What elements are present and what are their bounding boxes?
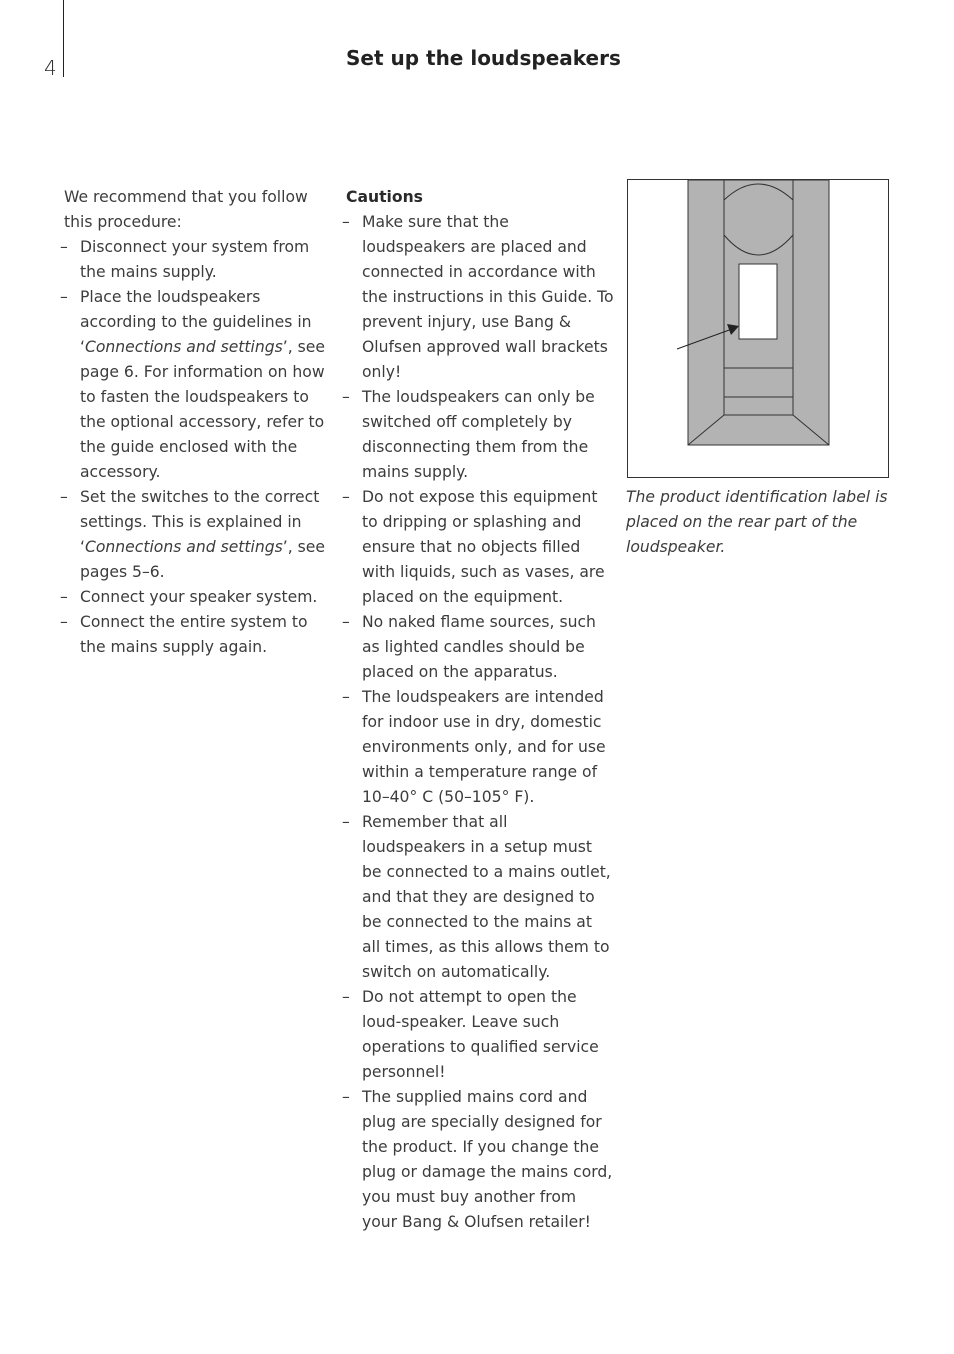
cross-reference: Connections and settings — [84, 538, 283, 556]
cautions-column — [346, 185, 614, 1235]
page-number: 4 — [44, 56, 57, 80]
caution-item: – The loudspeakers can only be switched off completely by disconnecting them from the mains supply. — [346, 385, 614, 485]
procedure-step: – Connect the entire system to the mains supply again. — [64, 610, 334, 660]
caution-item: – The loudspeakers are intended for indoor use in dry, domestic environments only, and for use within a temperature range of 10–40° C (50–105° F). — [346, 685, 614, 810]
procedure-list — [64, 235, 334, 660]
caution-item: – No naked flame sources, such as lighted candles should be placed on the apparatus. — [346, 610, 614, 685]
speaker-rear-view-svg — [628, 180, 890, 479]
figure-caption: The product identification label is placed on the rear part of the loudspeaker. — [626, 488, 888, 556]
procedure-step: – Disconnect your system from the mains supply. — [64, 235, 334, 285]
procedure-column — [64, 185, 334, 660]
procedure-intro: We recommend that you follow this procedure: — [64, 188, 308, 231]
identification-label — [739, 264, 777, 339]
procedure-step: – Connect your speaker system. — [64, 585, 334, 610]
caution-item: – Remember that all loudspeakers in a setup must be connected to a mains outlet, and that they are designed to be connected to the mains at all times, as this allows them to switch on automatically. — [346, 810, 614, 985]
page-title: Set up the loudspeakers — [346, 46, 621, 70]
caution-item: – Do not attempt to open the loud-speaker. Leave such operations to qualified service personnel! — [346, 985, 614, 1085]
cautions-heading: Cautions — [346, 188, 423, 206]
margin-rule — [63, 0, 64, 77]
caution-item: – The supplied mains cord and plug are specially designed for the product. If you change the plug or damage the mains cord, you must buy another from your Bang & Olufsen retailer! — [346, 1085, 614, 1235]
cautions-list — [346, 210, 614, 1235]
caution-item: – Do not expose this equipment to dripping or splashing and ensure that no objects filled with liquids, such as vases, are placed on the equipment. — [346, 485, 614, 610]
cross-reference: Connections and settings — [84, 338, 283, 356]
procedure-step: – Set the switches to the correct settings. This is explained in ‘Connections and settings’, see pages 5–6. — [64, 485, 334, 585]
speaker-illustration — [627, 179, 889, 478]
caution-item: – Make sure that the loudspeakers are placed and connected in accordance with the instructions in this Guide. To prevent injury, use Bang & Olufsen approved wall brackets only! — [346, 210, 614, 385]
procedure-step: – Place the loudspeakers according to the guidelines in ‘Connections and settings’, see page 6. For information on how to fasten the loudspeakers to the optional accessory, refer to the guide enclosed with the accessory. — [64, 285, 334, 485]
